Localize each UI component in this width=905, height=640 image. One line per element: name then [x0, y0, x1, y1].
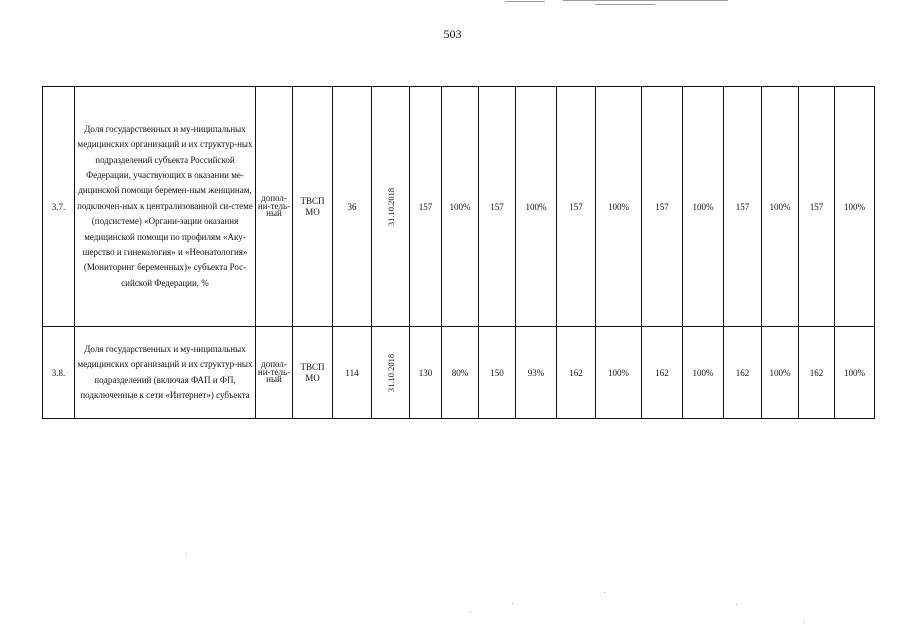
base-date: 31.10.2018	[372, 87, 410, 327]
value-cell: 157	[799, 87, 835, 327]
value-cell: 157	[557, 87, 596, 327]
base-date: 31.10.2018	[372, 327, 410, 419]
value-cell: 150	[479, 327, 516, 419]
percent-cell: 100%	[762, 327, 799, 419]
value-cell: 162	[724, 327, 762, 419]
indicator-name: Доля государственных и му-ниципальных медицинских организаций и их структур-ных подразделений субъекта Российской Федерации, участвующих в оказании ме-дицинской помощи беремен-ным женщинам, подключен-ных к централизованной си-стеме (подсистеме) «Органи-зации оказания медицинской помощи по профилям «Аку-шерство и гинекология» и «Неонатология» (Мониторинг беременных)» субъекта Рос-сийской Федерации, %	[75, 87, 256, 327]
percent-cell: 100%	[835, 327, 875, 419]
row-number: 3.8.	[43, 327, 75, 419]
percent-cell: 100%	[442, 87, 479, 327]
indicators-table	[42, 86, 875, 419]
table-row	[43, 327, 875, 419]
data-source: ТВСП МО	[293, 327, 333, 419]
value-cell: 157	[410, 87, 442, 327]
value-cell: 162	[557, 327, 596, 419]
base-value: 114	[333, 327, 372, 419]
row-number: 3.7.	[43, 87, 75, 327]
top-edge-marks	[505, 0, 730, 6]
value-cell: 162	[642, 327, 683, 419]
page-number: 503	[443, 27, 462, 41]
percent-cell: 100%	[835, 87, 875, 327]
value-cell: 157	[642, 87, 683, 327]
value-cell: 162	[799, 327, 835, 419]
percent-cell: 100%	[683, 87, 724, 327]
indicator-name: Доля государственных и му-ниципальных медицинских организаций и их структур-ных подразделений (включая ФАП и ФП, подключенные к сети «Интернет») субъекта	[75, 327, 256, 419]
base-value: 36	[333, 87, 372, 327]
percent-cell: 100%	[596, 327, 642, 419]
table-row	[43, 87, 875, 327]
data-source: ТВСП МО	[293, 87, 333, 327]
percent-cell: 100%	[516, 87, 557, 327]
percent-cell: 100%	[762, 87, 799, 327]
value-cell: 157	[724, 87, 762, 327]
percent-cell: 80%	[442, 327, 479, 419]
indicator-type: допол-ни-тель-ный	[256, 327, 293, 419]
value-cell: 130	[410, 327, 442, 419]
percent-cell: 100%	[683, 327, 724, 419]
percent-cell: 100%	[596, 87, 642, 327]
indicator-type: допол-ни-тель-ный	[256, 87, 293, 327]
percent-cell: 93%	[516, 327, 557, 419]
value-cell: 157	[479, 87, 516, 327]
